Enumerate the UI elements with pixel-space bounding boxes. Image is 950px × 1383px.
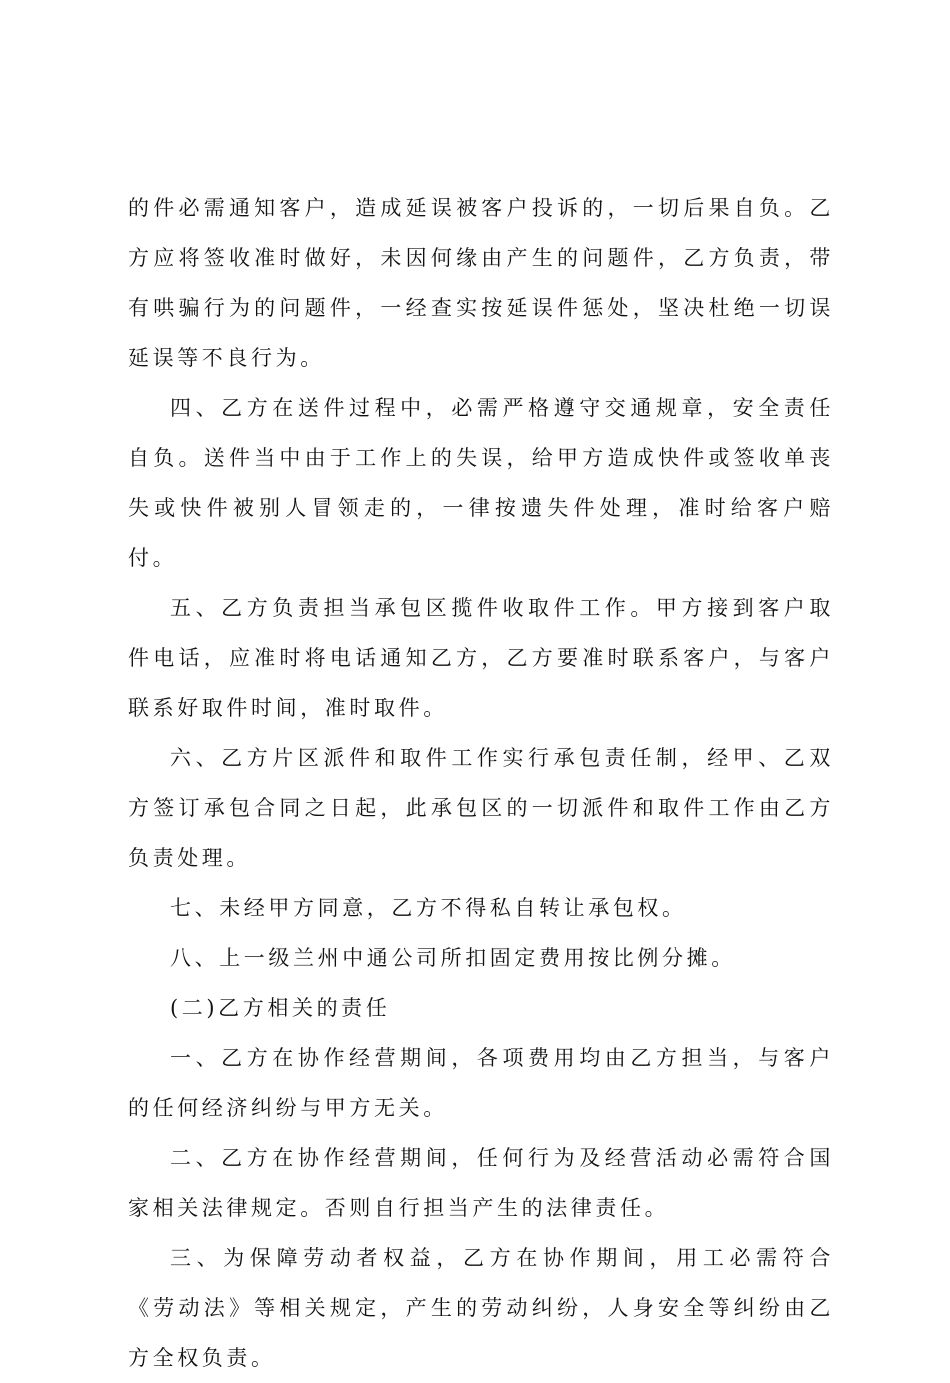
paragraph-clause-7: 七、未经甲方同意，乙方不得私自转让承包权。	[170, 896, 687, 920]
paragraph-responsibility-3: 三、为保障劳动者权益，乙方在协作期间，用工必需符合《劳动法》等相关规定，产生的劳动纠纷，人身安全等纠纷由乙方全权负责。	[128, 1246, 834, 1370]
document-body	[128, 183, 834, 1383]
paragraph-clause-4: 四、乙方在送件过程中，必需严格遵守交通规章，安全责任自负。送件当中由于工作上的失误，给甲方造成快件或签收单丧失或快件被别人冒领走的，一律按遗失件处理，准时给客户赔付。	[128, 396, 834, 570]
paragraph-responsibility-2: 二、乙方在协作经营期间，任何行为及经营活动必需符合国家相关法律规定。否则自行担当产生的法律责任。	[128, 1146, 834, 1220]
section-heading-party-b-responsibilities: (二)乙方相关的责任	[170, 996, 391, 1020]
paragraph-clause-5: 五、乙方负责担当承包区揽件收取件工作。甲方接到客户取件电话，应准时将电话通知乙方，乙方要准时联系客户，与客户联系好取件时间，准时取件。	[128, 596, 834, 720]
paragraph-responsibility-1: 一、乙方在协作经营期间，各项费用均由乙方担当，与客户的任何经济纠纷与甲方无关。	[128, 1046, 834, 1120]
paragraph-clause-8: 八、上一级兰州中通公司所扣固定费用按比例分摊。	[170, 946, 736, 970]
paragraph-continuation: 的件必需通知客户，造成延误被客户投诉的，一切后果自负。乙方应将签收准时做好，未因何缘由产生的问题件，乙方负责，带有哄骗行为的问题件，一经查实按延误件惩处，坚决杜绝一切误延误等不良行为。	[128, 196, 834, 370]
paragraph-clause-6: 六、乙方片区派件和取件工作实行承包责任制，经甲、乙双方签订承包合同之日起，此承包区的一切派件和取件工作由乙方负责处理。	[128, 746, 834, 870]
